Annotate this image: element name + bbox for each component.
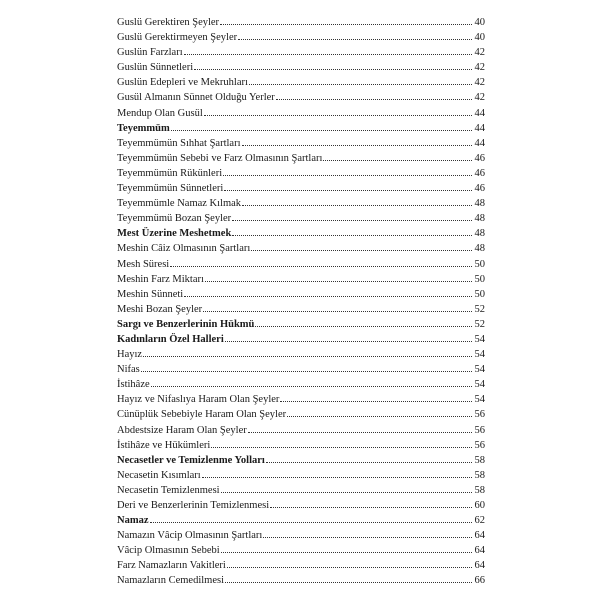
toc-entry-title: Teyemmümün Sıhhat Şartları: [117, 137, 241, 149]
dot-leader: [255, 325, 472, 327]
toc-entry-page-number: 48: [474, 198, 485, 210]
toc-entry-title: Meshin Câiz Olmasının Şartları: [117, 243, 251, 255]
toc-entry: [117, 498, 485, 513]
toc-entry-title: Namazların Cemedilmesi: [117, 575, 225, 587]
toc-entry-page-number: 44: [474, 107, 485, 119]
table-of-contents: [117, 15, 485, 589]
toc-entry: [117, 543, 485, 558]
toc-entry-page-number: 60: [474, 500, 485, 511]
toc-entry-title: Namaz: [117, 515, 149, 527]
dot-leader: [232, 234, 472, 236]
toc-section-heading: [117, 453, 485, 468]
dot-leader: [227, 566, 472, 568]
toc-entry-page-number: 56: [474, 409, 485, 421]
toc-entry-title: Meshin Sünneti: [117, 288, 184, 300]
toc-entry-title: Guslün Edepleri ve Mekruhları: [117, 77, 248, 89]
toc-entry-page-number: 44: [474, 122, 485, 134]
toc-entry-page-number: 54: [474, 394, 485, 406]
dot-leader: [150, 521, 473, 523]
dot-leader: [221, 491, 472, 493]
dot-leader: [151, 385, 472, 387]
toc-entry-title: Teyemmümle Namaz Kılmak: [117, 198, 242, 210]
toc-entry-title: Deri ve Benzerlerinin Temizlenmesi: [117, 500, 270, 511]
dot-leader: [211, 446, 472, 448]
toc-entry: [117, 528, 485, 543]
toc-entry-title: Meshin Farz Miktarı: [117, 273, 204, 285]
toc-entry-title: Mendup Olan Gusül: [117, 107, 203, 119]
toc-entry-page-number: 42: [474, 62, 485, 74]
toc-entry: [117, 302, 485, 317]
dot-leader: [204, 114, 472, 116]
dot-leader: [171, 129, 472, 131]
toc-entry-title: İstihâze ve Hükümleri: [117, 439, 211, 451]
dot-leader: [205, 280, 472, 282]
toc-entry-title: Necasetin Kısımları: [117, 469, 201, 481]
toc-entry-title: Gusül Almanın Sünnet Olduğu Yerler: [117, 92, 275, 104]
dot-leader: [276, 98, 472, 100]
toc-entry: [117, 181, 485, 196]
toc-entry-title: Cünüplük Sebebiyle Haram Olan Şeyler: [117, 409, 287, 421]
toc-entry-title: Hayız ve Nifaslıya Haram Olan Şeyler: [117, 394, 280, 406]
toc-entry-page-number: 42: [474, 77, 485, 89]
toc-entry-page-number: 50: [474, 288, 485, 300]
toc-entry-title: Farz Namazların Vakitleri: [117, 560, 226, 572]
toc-entry: [117, 558, 485, 573]
dot-leader: [220, 23, 472, 25]
toc-entry-title: Namazın Vâcip Olmasının Şartları: [117, 530, 263, 542]
dot-leader: [184, 295, 472, 297]
toc-entry-page-number: 40: [474, 17, 485, 28]
toc-entry: [117, 45, 485, 60]
dot-leader: [225, 340, 472, 342]
toc-entry-page-number: 54: [474, 379, 485, 391]
dot-leader: [223, 174, 472, 176]
toc-entry-title: Teyemmümün Sünnetleri: [117, 183, 224, 195]
toc-entry-title: Guslün Farzları: [117, 47, 183, 59]
toc-entry: [117, 151, 485, 166]
dot-leader: [184, 53, 472, 55]
toc-section-heading: [117, 332, 485, 347]
dot-leader: [323, 159, 472, 161]
dot-leader: [287, 415, 472, 417]
toc-entry-page-number: 64: [474, 560, 485, 572]
toc-entry: [117, 241, 485, 256]
toc-entry: [117, 75, 485, 90]
dot-leader: [232, 219, 472, 221]
toc-entry-page-number: 48: [474, 228, 485, 240]
dot-leader: [203, 310, 472, 312]
toc-entry-page-number: 52: [474, 303, 485, 315]
toc-entry-page-number: 54: [474, 364, 485, 376]
toc-entry-title: Teyemmümü Bozan Şeyler: [117, 213, 232, 225]
toc-entry-title: Meshi Bozan Şeyler: [117, 303, 203, 315]
dot-leader: [249, 83, 472, 85]
toc-entry-page-number: 46: [474, 167, 485, 179]
toc-entry-page-number: 46: [474, 183, 485, 195]
toc-entry-title: Guslün Sünnetleri: [117, 62, 194, 74]
dot-leader: [251, 249, 472, 251]
toc-entry-page-number: 56: [474, 439, 485, 451]
toc-entry: [117, 423, 485, 438]
toc-entry: [117, 272, 485, 287]
toc-section-heading: [117, 513, 485, 528]
toc-entry: [117, 90, 485, 105]
toc-entry: [117, 483, 485, 498]
toc-entry-page-number: 42: [474, 47, 485, 59]
dot-leader: [270, 506, 472, 508]
toc-entry-title: Abdestsize Haram Olan Şeyler: [117, 424, 247, 436]
toc-entry: [117, 438, 485, 453]
toc-entry: [117, 287, 485, 302]
toc-entry: [117, 136, 485, 151]
toc-entry: [117, 30, 485, 45]
toc-entry-page-number: 64: [474, 545, 485, 557]
dot-leader: [225, 581, 472, 583]
toc-entry-page-number: 50: [474, 273, 485, 285]
toc-entry-title: Teyemmümün Rükünleri: [117, 167, 223, 179]
toc-entry-page-number: 58: [474, 484, 485, 496]
toc-entry-title: Sargı ve Benzerlerinin Hükmü: [117, 318, 255, 330]
toc-entry: [117, 15, 485, 30]
toc-entry-title: Mesh Süresi: [117, 258, 170, 270]
toc-entry-page-number: 48: [474, 243, 485, 255]
toc-entry-page-number: 52: [474, 318, 485, 330]
toc-section-heading: [117, 317, 485, 332]
toc-entry-page-number: 48: [474, 213, 485, 225]
toc-entry-title: Teyemmüm: [117, 122, 170, 134]
toc-entry-page-number: 54: [474, 333, 485, 345]
toc-entry-page-number: 44: [474, 137, 485, 149]
toc-entry: [117, 166, 485, 181]
dot-leader: [248, 431, 472, 433]
dot-leader: [143, 355, 472, 357]
toc-entry-page-number: 40: [474, 32, 485, 44]
toc-entry-page-number: 58: [474, 454, 485, 466]
toc-entry-page-number: 56: [474, 424, 485, 436]
toc-entry: [117, 362, 485, 377]
toc-entry-page-number: 46: [474, 152, 485, 164]
dot-leader: [263, 536, 472, 538]
toc-entry-page-number: 64: [474, 530, 485, 542]
toc-entry: [117, 257, 485, 272]
toc-entry-page-number: 62: [474, 515, 485, 527]
toc-entry: [117, 211, 485, 226]
toc-entry: [117, 392, 485, 407]
toc-entry-title: Hayız: [117, 349, 143, 361]
dot-leader: [238, 38, 472, 40]
toc-entry-title: Vâcip Olmasının Sebebi: [117, 545, 220, 557]
toc-entry-page-number: 66: [474, 575, 485, 587]
dot-leader: [224, 189, 472, 191]
toc-entry-page-number: 58: [474, 469, 485, 481]
toc-entry: [117, 573, 485, 588]
dot-leader: [221, 551, 472, 553]
dot-leader: [170, 265, 472, 267]
toc-entry-title: Necasetler ve Temizlenme Yolları: [117, 454, 265, 466]
toc-entry: [117, 347, 485, 362]
dot-leader: [141, 370, 472, 372]
toc-entry-page-number: 54: [474, 349, 485, 361]
toc-section-heading: [117, 121, 485, 136]
dot-leader: [280, 400, 472, 402]
toc-entry-title: Necasetin Temizlenmesi: [117, 484, 220, 496]
toc-entry: [117, 468, 485, 483]
toc-entry-title: Guslü Gerektirmeyen Şeyler: [117, 32, 238, 44]
toc-entry-title: İstihâze: [117, 379, 150, 391]
dot-leader: [242, 144, 473, 146]
dot-leader: [266, 461, 472, 463]
dot-leader: [194, 68, 472, 70]
toc-entry: [117, 407, 485, 422]
dot-leader: [242, 204, 472, 206]
toc-entry-page-number: 50: [474, 258, 485, 270]
toc-entry: [117, 196, 485, 211]
toc-entry-title: Nifas: [117, 364, 140, 376]
toc-entry: [117, 60, 485, 75]
toc-entry-title: Teyemmümün Sebebi ve Farz Olmasının Şartları: [117, 152, 323, 164]
dot-leader: [202, 476, 472, 478]
toc-entry-title: Guslü Gerektiren Şeyler: [117, 17, 220, 28]
toc-entry-page-number: 42: [474, 92, 485, 104]
toc-entry: [117, 377, 485, 392]
toc-entry-title: Kadınların Özel Halleri: [117, 333, 224, 345]
toc-entry: [117, 106, 485, 121]
toc-entry-title: Mest Üzerine Meshetmek: [117, 228, 232, 240]
toc-section-heading: [117, 226, 485, 241]
